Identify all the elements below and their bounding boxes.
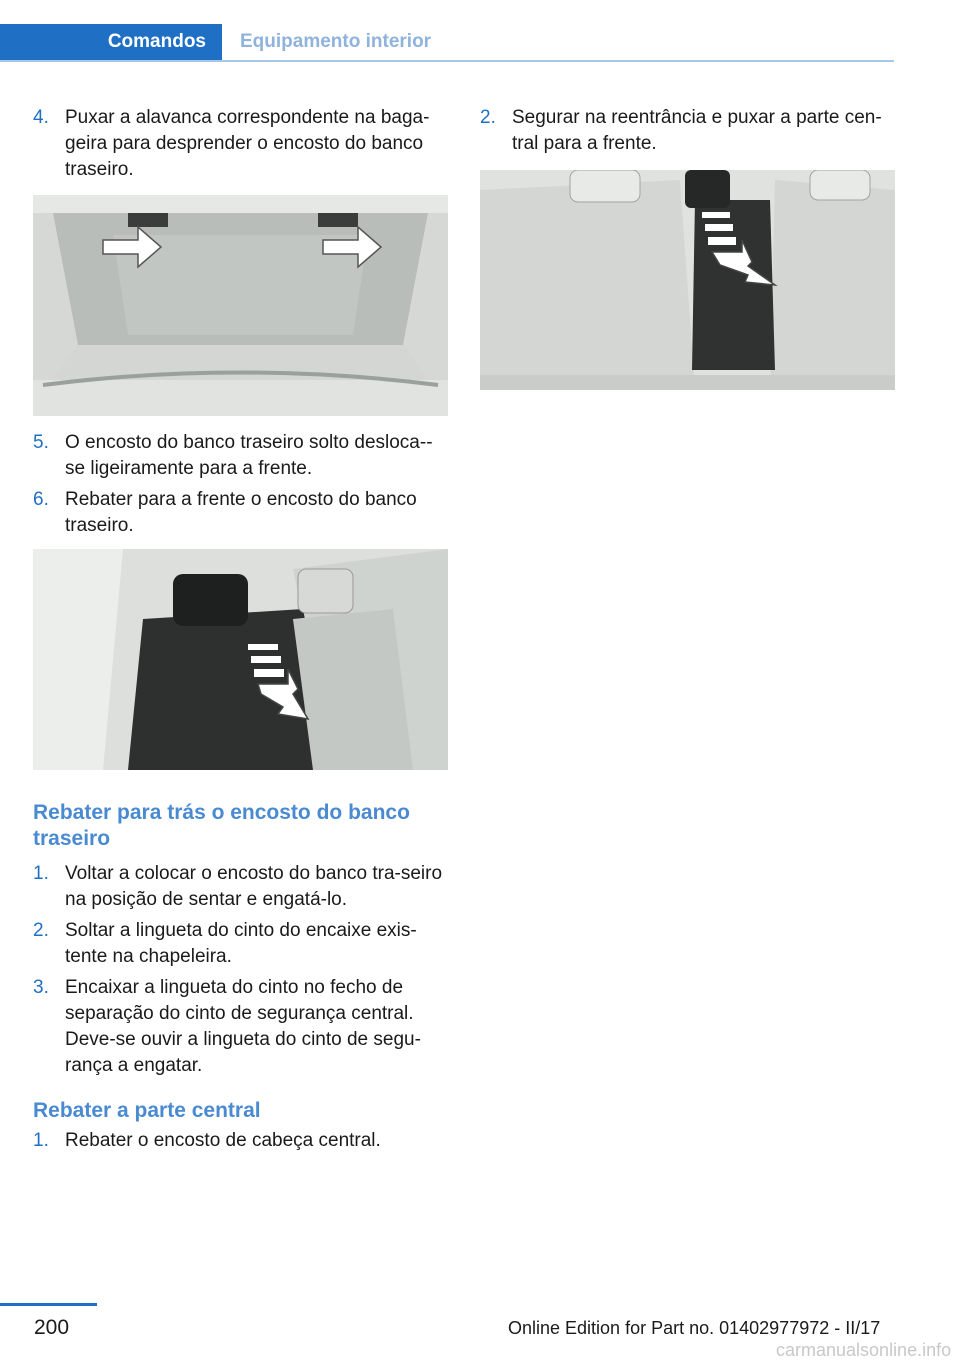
fold-seat-forward-illustration	[33, 549, 448, 770]
center-step-2	[480, 105, 895, 157]
chapter-tab-comandos: Comandos	[0, 24, 222, 60]
edition-note: Online Edition for Part no. 01402977972 - II/17	[508, 1318, 881, 1338]
step-text: Voltar a colocar o encosto do banco tra-seiro na posição de sentar e engatá-lo.	[65, 863, 443, 910]
center-section-svg	[480, 170, 895, 390]
center-section-pull-illustration	[480, 170, 895, 390]
step-text: Rebater para a frente o encosto do banco traseiro.	[65, 489, 417, 536]
back-step-3	[33, 975, 448, 1079]
step-number: 2.	[480, 107, 496, 128]
back-step-2	[33, 918, 448, 970]
seat-forward-svg	[33, 549, 448, 770]
page-header	[0, 0, 960, 62]
step-text: Soltar a lingueta do cinto do encaixe exis-tente na chapeleira.	[65, 920, 417, 967]
header-divider	[0, 60, 894, 62]
step-text: Rebater o encosto de cabeça central.	[65, 1130, 381, 1151]
step-text: Segurar na reentrância e puxar a parte cen-tral para a frente.	[512, 107, 882, 154]
step-number: 2.	[33, 920, 49, 941]
trunk-illustration-svg	[33, 195, 448, 416]
step-number: 5.	[33, 432, 49, 453]
section-heading-fold-back: Rebater para trás o encosto do banco traseiro	[33, 801, 410, 850]
step-text: O encosto do banco traseiro solto desloca--se ligeiramente para a frente.	[65, 432, 433, 479]
footer-divider	[0, 1303, 97, 1306]
step-5	[33, 430, 448, 482]
step-text: Encaixar a lingueta do cinto no fecho de separação do cinto de segurança central. Deve-se ouvir a lingueta do cinto de segu-rança a engatar.	[65, 977, 421, 1076]
step-6	[33, 487, 448, 539]
back-step-1	[33, 861, 448, 913]
step-number: 1.	[33, 863, 49, 884]
watermark: carmanualsonline.info	[776, 1340, 952, 1360]
step-4	[33, 105, 448, 183]
trunk-release-lever-illustration	[33, 195, 448, 416]
section-tab-equipamento-interior: Equipamento interior	[240, 31, 432, 52]
step-number: 4.	[33, 107, 49, 128]
step-number: 6.	[33, 489, 49, 510]
center-step-1	[33, 1128, 448, 1154]
step-text: Puxar a alavanca correspondente na baga-geira para desprender o encosto do banco traseiro.	[65, 107, 430, 180]
section-heading-center: Rebater a parte central	[33, 1099, 261, 1122]
page-number: 200	[34, 1316, 70, 1339]
step-number: 3.	[33, 977, 49, 998]
step-number: 1.	[33, 1130, 49, 1151]
